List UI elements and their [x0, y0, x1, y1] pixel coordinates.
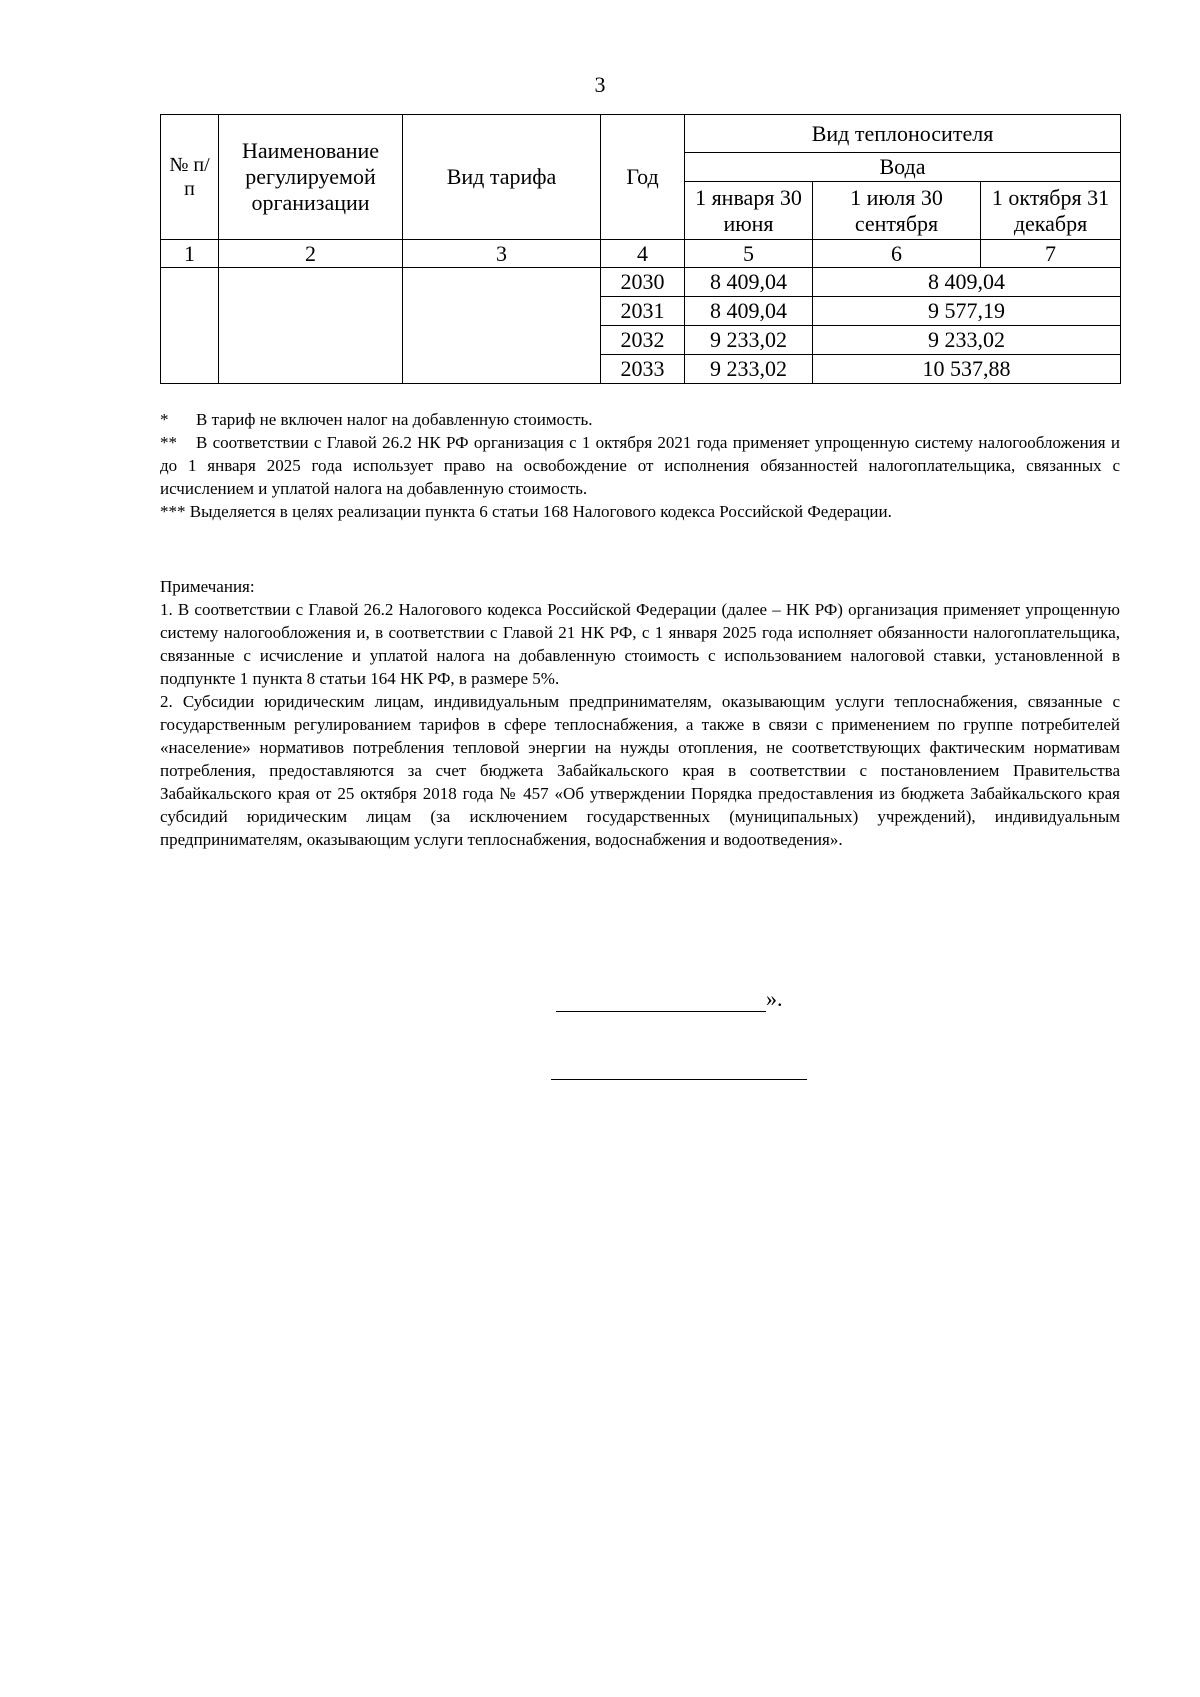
footnote-text: Выделяется в целях реализации пункта 6 статьи 168 Налогового кодекса Российской Федерации. [189, 502, 892, 521]
value-cell: 8 409,04 [685, 268, 813, 297]
note-item: 2. Субсидии юридическим лицам, индивидуальным предпринимателям, оказывающим услуги теплоснабжения, связанные с государственным регулированием тарифов в сфере теплоснабжения, а также в связи с применением по группе потребителей «население» нормативов потребления тепловой энергии на нужды отопления, не соответствующих фактическим нормативам потребления, предоставляются за счет бюджета Забайкальского края в соответствии с постановлением Правительства Забайкальского края от 25 октября 2018 года № 457 «Об утверждении Порядка предоставления из бюджета Забайкальского края субсидий юридическим лицам (за исключением государственных (муниципальных) учреждений), индивидуальным предпринимателям, оказывающим услуги теплоснабжения, водоснабжения и водоотведения». [160, 692, 1120, 849]
footnote-mark: *** [160, 502, 186, 521]
footnote-mark: ** [160, 433, 177, 452]
tariff-table [160, 114, 1121, 384]
footnote [160, 500, 1120, 523]
footnote [160, 408, 1120, 431]
col-number: 1 [161, 240, 219, 268]
notes-title: Примечания: [160, 577, 255, 596]
col-number: 4 [601, 240, 685, 268]
header-num: № п/п [161, 115, 219, 240]
year-cell: 2031 [601, 297, 685, 326]
empty-cell [219, 268, 403, 384]
header-org: Наименование регулируемой организации [219, 115, 403, 240]
signature-line [556, 991, 766, 1012]
closing-signature [556, 986, 783, 1012]
header-carrier: Вид теплоносителя [685, 115, 1121, 153]
value-cell: 9 577,19 [813, 297, 1121, 326]
year-cell: 2033 [601, 355, 685, 384]
footnote-mark: * [160, 410, 169, 429]
header-year: Год [601, 115, 685, 240]
value-cell: 10 537,88 [813, 355, 1121, 384]
year-cell: 2030 [601, 268, 685, 297]
header-water: Вода [685, 153, 1121, 182]
header-period-1: 1 января 30 июня [685, 182, 813, 240]
bottom-separator-line [551, 1079, 807, 1080]
col-number: 2 [219, 240, 403, 268]
empty-cell [403, 268, 601, 384]
col-number: 7 [981, 240, 1121, 268]
notes [160, 575, 1120, 851]
value-cell: 9 233,02 [813, 326, 1121, 355]
table-row [161, 268, 1121, 297]
note-item: 1. В соответствии с Главой 26.2 Налогового кодекса Российской Федерации (далее – НК РФ) организация применяет упрощенную систему налогообложения и, в соответствии с Главой 21 НК РФ, с 1 января 2025 года исполняет обязанности налогоплательщика, связанные с исчисление и уплатой налога на добавленную стоимость с использованием налоговой ставки, установленной в подпункте 1 пункта 8 статьи 164 НК РФ, в размере 5%. [160, 600, 1120, 688]
col-number: 3 [403, 240, 601, 268]
column-number-row [161, 240, 1121, 268]
value-cell: 8 409,04 [813, 268, 1121, 297]
footnotes [160, 408, 1120, 523]
empty-cell [161, 268, 219, 384]
value-cell: 9 233,02 [685, 326, 813, 355]
year-cell: 2032 [601, 326, 685, 355]
value-cell: 8 409,04 [685, 297, 813, 326]
col-number: 6 [813, 240, 981, 268]
col-number: 5 [685, 240, 813, 268]
footnote-text: В соответствии с Главой 26.2 НК РФ организация с 1 октября 2021 года применяет упрощенную систему налогообложения и до 1 января 2025 года использует право на освобождение от исполнения обязанностей налогоплательщика, связанных с исчислением и уплатой налога на добавленную стоимость. [160, 433, 1120, 498]
footnote-text: В тариф не включен налог на добавленную стоимость. [196, 410, 593, 429]
page-number: 3 [594, 72, 606, 97]
header-period-3: 1 октября 31 декабря [981, 182, 1121, 240]
footnote [160, 431, 1120, 500]
header-period-2: 1 июля 30 сентября [813, 182, 981, 240]
value-cell: 9 233,02 [685, 355, 813, 384]
header-tariff-type: Вид тарифа [403, 115, 601, 240]
closing-mark: ». [766, 986, 783, 1011]
